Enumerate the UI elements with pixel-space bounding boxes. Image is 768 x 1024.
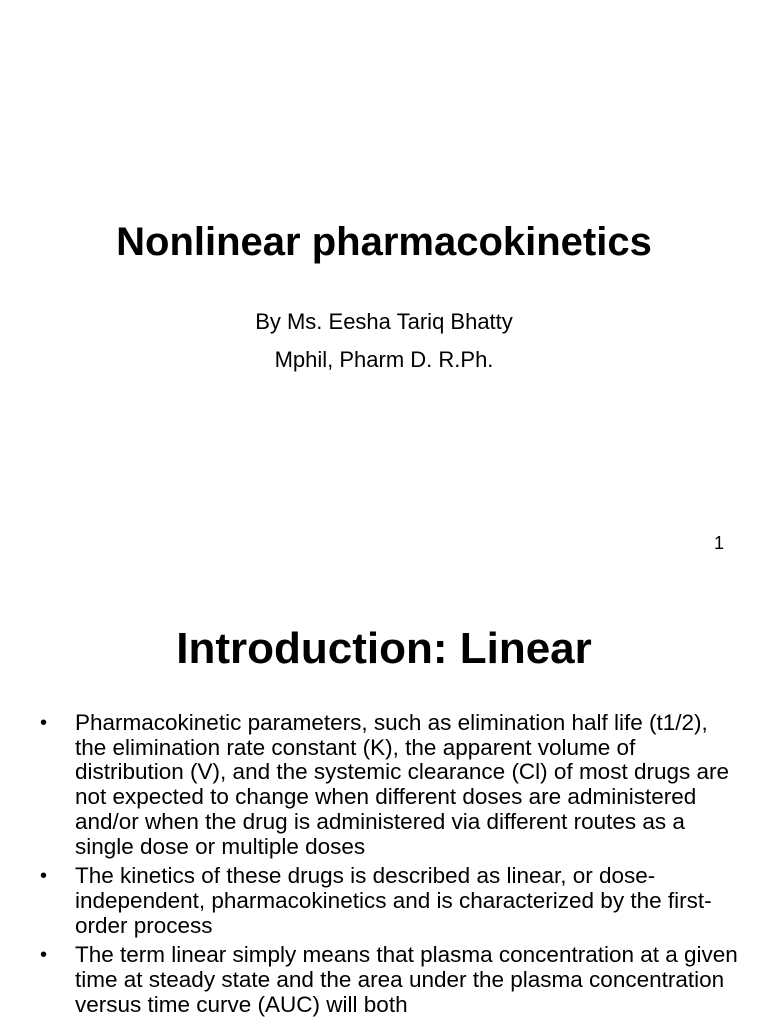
bullet-list: [38, 711, 738, 1022]
bullet-text: The term linear simply means that plasma concentration at a given time at steady state and the area under the plasma concentration versus time curve (AUC) will both: [75, 942, 738, 1017]
slide-2: [0, 576, 768, 1024]
bullet-item: [38, 943, 738, 1017]
page-number: 1: [713, 533, 724, 553]
bullet-item: [38, 864, 738, 938]
bullet-icon: •: [40, 865, 48, 888]
bullet-icon: •: [40, 712, 48, 734]
credentials-line: Mphil, Pharm D. R.Ph.: [274, 347, 494, 372]
bullet-text: Pharmacokinetic parameters, such as elimination half life (t1/2), the elimination rate constant (K), the apparent volume of distribution (V), and the systemic clearance (Cl) of most drugs are not expected to change when different doses are administered and/or when the drug is administered via different routes as a single dose or multiple doses: [75, 710, 730, 859]
bullet-icon: •: [40, 944, 48, 967]
slide-title: Nonlinear pharmacokinetics: [116, 220, 652, 264]
slide-title: Introduction: Linear: [176, 624, 592, 673]
author-line: By Ms. Eesha Tariq Bhatty: [255, 309, 513, 334]
bullet-text: The kinetics of these drugs is described as linear, or dose-independent, pharmacokinetics and is characterized by the first-order process: [75, 863, 712, 938]
bullet-item: [38, 711, 738, 859]
